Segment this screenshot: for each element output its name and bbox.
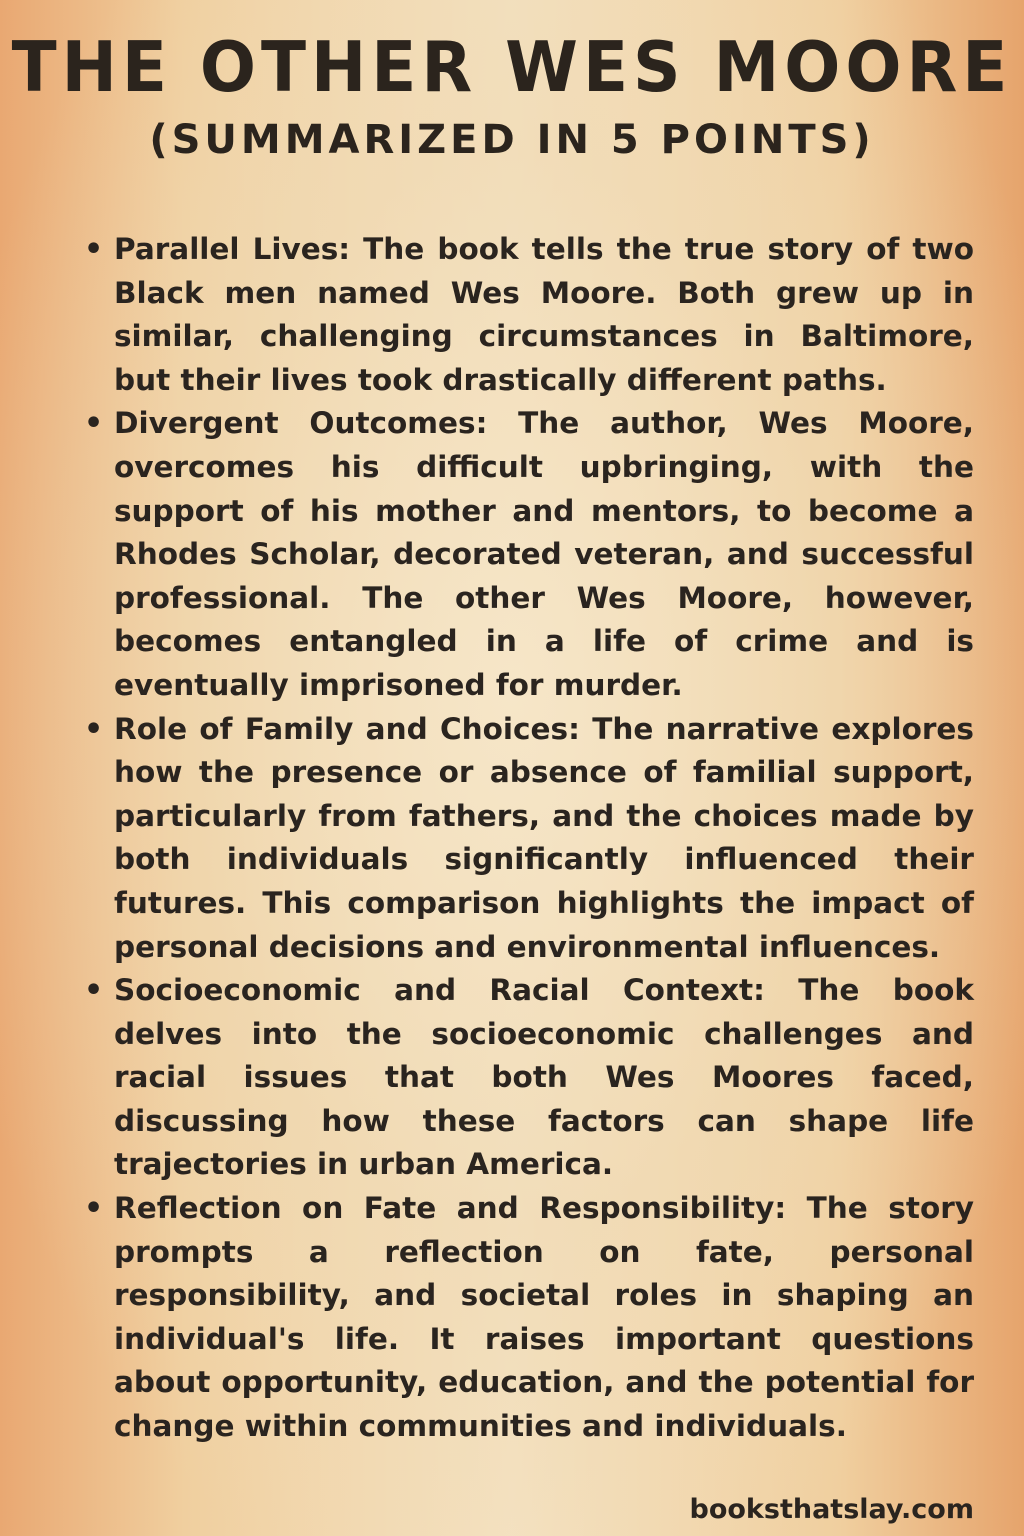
summary-point-text: Parallel Lives: The book tells the true story of two Black men named Wes Moore. Both grew up in similar, challenging circumstances in Baltimore, but their lives took drastically different paths. [114,232,974,397]
summary-points-list [82,228,974,1449]
bullet-icon: • [84,406,104,442]
source-site-label: booksthatslay.com [689,1494,974,1525]
summary-point-text: Socioeconomic and Racial Context: The book delves into the socioeconomic challenges and racial issues that both Wes Moores faced, discussing how these factors can shape life trajectories in urban America. [114,973,974,1182]
page-subtitle: (SUMMARIZED IN 5 POINTS) [149,117,875,163]
summary-point-4 [82,969,974,1187]
summary-point-5 [82,1187,974,1449]
summary-point-2 [82,402,974,707]
bullet-icon: • [84,973,104,1009]
summary-point-text: Divergent Outcomes: The author, Wes Moore, overcomes his difficult upbringing, with the support of his mother and mentors, to become a Rhodes Scholar, decorated veteran, and successful professional. The other Wes Moore, however, becomes entangled in a life of crime and is eventually imprisoned for murder. [114,406,974,702]
summary-point-1 [82,228,974,402]
page-title: THE OTHER WES MOORE [11,27,1013,108]
bullet-icon: • [84,711,104,747]
bullet-icon: • [84,232,104,267]
summary-point-3 [82,708,974,970]
bullet-icon: • [84,1191,104,1227]
summary-point-text: Role of Family and Choices: The narrative explores how the presence or absence of familial support, particularly from fathers, and the choices made by both individuals significantly influenced their futures. This comparison highlights the impact of personal decisions and environmental influences. [114,711,974,964]
summary-point-text: Reflection on Fate and Responsibility: The story prompts a reflection on fate, personal responsibility, and societal roles in shaping an individual's life. It raises important questions about opportunity, education, and the potential for change within communities and individuals. [114,1191,974,1444]
